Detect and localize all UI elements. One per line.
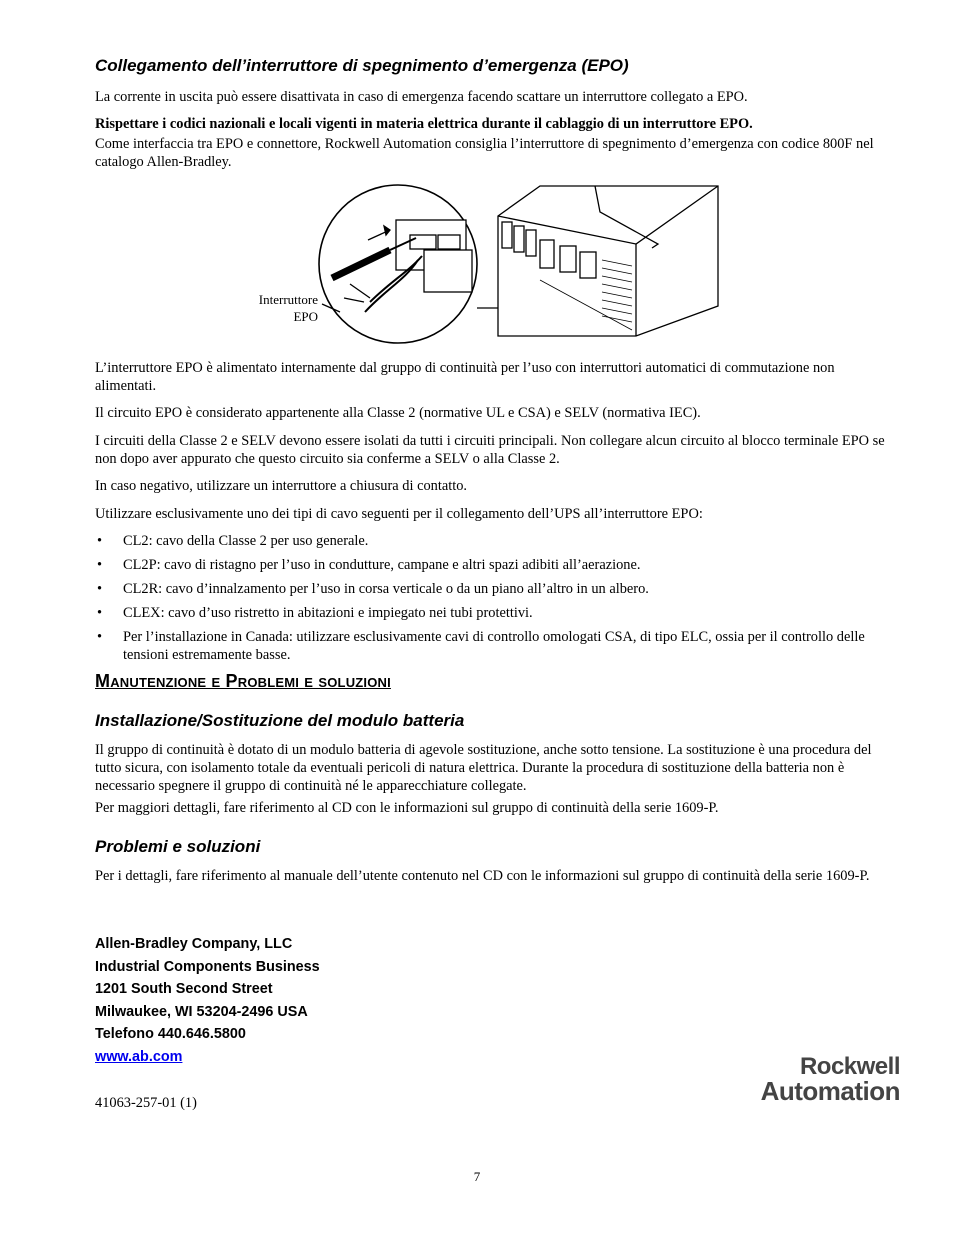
epo-paragraph-4: L’interruttore EPO è alimentato internamente dal gruppo di continuità per l’uso con interruttori automatici di commutazione non alimentati. bbox=[95, 360, 835, 394]
company-address bbox=[95, 933, 320, 1068]
epo-section-title: Collegamento dell’interruttore di spegnimento d’emergenza (EPO) bbox=[95, 56, 629, 75]
epo-paragraph-3: Come interfaccia tra EPO e connettore, Rockwell Automation consiglia l’interruttore di spegnimento d’emergenza con codice 800F nel catalogo Allen-Bradley. bbox=[95, 136, 874, 170]
rockwell-automation-logo bbox=[708, 1052, 902, 1104]
epo-paragraph-1: La corrente in uscita può essere disattivata in caso di emergenza facendo scattare un interruttore collegato a EPO. bbox=[95, 89, 748, 105]
company-city: Milwaukee, WI 53204-2496 USA bbox=[95, 1003, 308, 1020]
page-number: 7 bbox=[473, 1169, 481, 1184]
troubleshooting-paragraph: Per i dettagli, fare riferimento al manuale dell’utente contenuto nel CD con le informazioni sul gruppo di continuità della serie 1609-P. bbox=[95, 868, 870, 884]
list-item: • CL2: cavo della Classe 2 per uso generale. bbox=[95, 532, 895, 550]
epo-paragraph-5: Il circuito EPO è considerato appartenente alla Classe 2 (normative UL e CSA) e SELV (normativa IEC). bbox=[95, 405, 701, 421]
list-item: • Per l’installazione in Canada: utilizzare esclusivamente cavi di controllo omologati CSA, di tipo ELC, ossia per il controllo delle tensioni estremamente basse. bbox=[95, 628, 895, 664]
cable-type-list bbox=[95, 532, 895, 670]
svg-text:Automation: Automation bbox=[760, 1076, 900, 1104]
epo-warning-paragraph: Rispettare i codici nazionali e locali vigenti in materia elettrica durante il cablaggio di un interruttore EPO. bbox=[95, 116, 753, 132]
epo-paragraph-7: In caso negativo, utilizzare un interruttore a chiusura di contatto. bbox=[95, 478, 468, 494]
company-street: 1201 South Second Street bbox=[95, 981, 273, 997]
epo-paragraph-8: Utilizzare esclusivamente uno dei tipi di cavo seguenti per il collegamento dell’UPS all’interruttore EPO: bbox=[95, 506, 703, 522]
battery-section-title: Installazione/Sostituzione del modulo batteria bbox=[95, 711, 465, 730]
svg-text:Rockwell: Rockwell bbox=[799, 1053, 900, 1080]
epo-paragraph-6: I circuiti della Classe 2 e SELV devono essere isolati da tutti i circuiti principali. Non collegare alcun circuito al blocco terminale EPO se non dopo aver appurato che questo circuito sia conferme a SELV o alla Classe 2. bbox=[95, 433, 885, 467]
battery-paragraph-2: Per maggiori dettagli, fare riferimento al CD con le informazioni sul gruppo di continuità della serie 1609-P. bbox=[95, 800, 719, 816]
company-name: Allen-Bradley Company, LLC bbox=[95, 936, 293, 952]
list-item: • CLEX: cavo d’uso ristretto in abitazioni e impiegato nei tubi protettivi. bbox=[95, 604, 895, 622]
maintenance-chapter-title: Manutenzione e Problemi e soluzioni bbox=[95, 671, 391, 691]
list-item: • CL2P: cavo di ristagno per l’uso in condutture, campane e altri spazi adibiti all’aerazione. bbox=[95, 556, 895, 574]
list-item: • CL2R: cavo d’innalzamento per l’uso in corsa verticale o da un piano all’altro in un albero. bbox=[95, 580, 895, 598]
epo-switch-label: Interruttore EPO bbox=[258, 292, 318, 324]
website-link[interactable]: www.ab.com bbox=[95, 1048, 183, 1065]
document-number: 41063-257-01 (1) bbox=[95, 1095, 197, 1111]
company-division: Industrial Components Business bbox=[95, 958, 320, 975]
troubleshooting-section-title: Problemi e soluzioni bbox=[95, 837, 261, 856]
company-phone: Telefono 440.646.5800 bbox=[95, 1026, 246, 1042]
battery-paragraph-1: Il gruppo di continuità è dotato di un modulo batteria di agevole sostituzione, anche sotto tensione. La sostituzione è una procedura del tutto sicura, con isolamento totale da eventuali pericoli di natura elettrica. Durante la procedura di sostituzione della batteria non è necessario spegnere il gruppo di continuità né le apparecchiature collegate. bbox=[95, 742, 872, 794]
